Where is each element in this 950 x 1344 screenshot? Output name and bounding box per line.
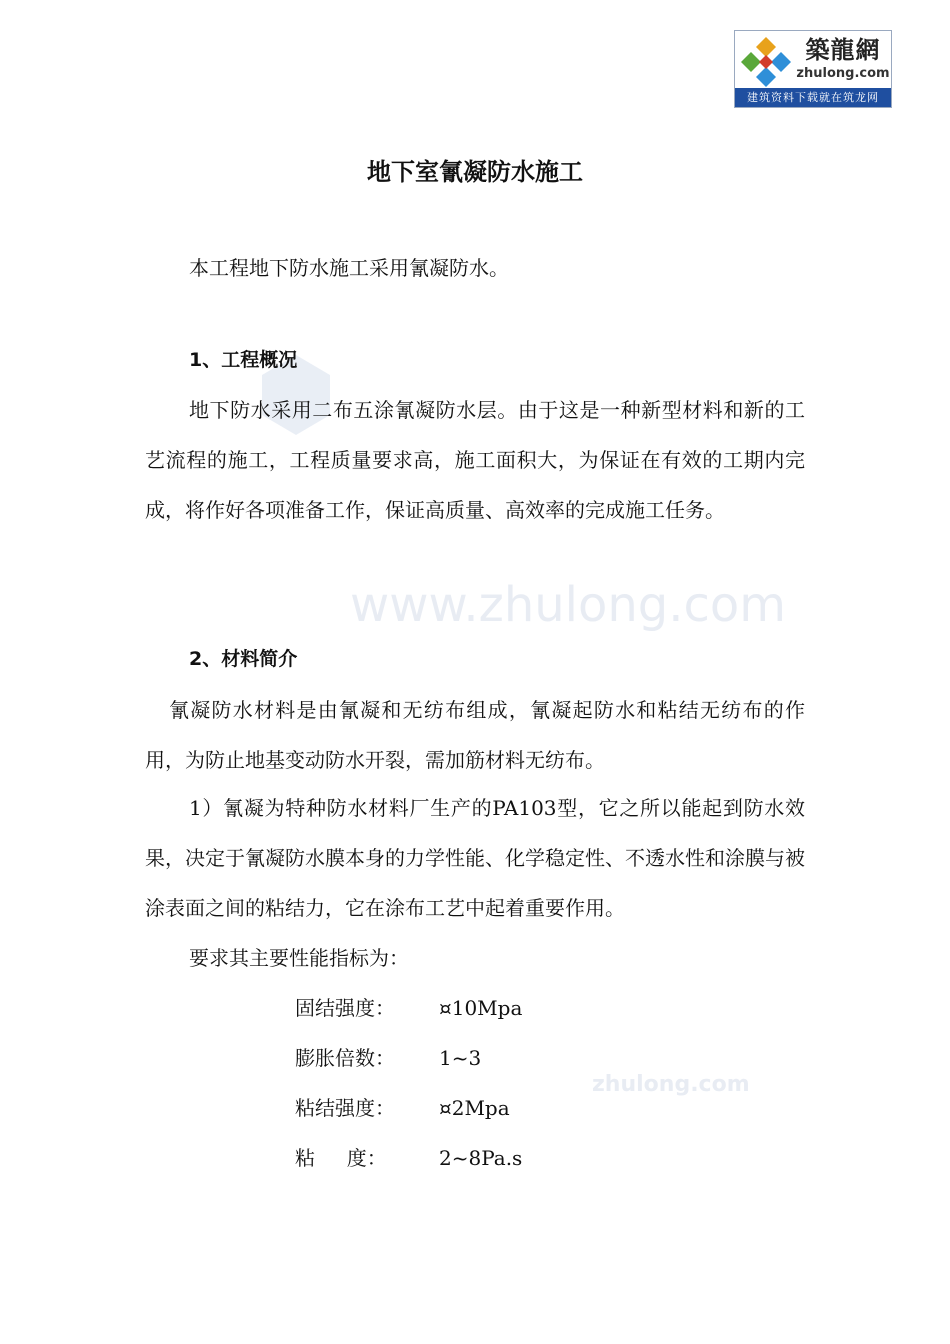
- watermark-center: www.zhulong.com: [350, 577, 787, 633]
- intro-paragraph: 本工程地下防水施工采用氰凝防水。: [189, 256, 509, 280]
- spec-row-bond-strength: [295, 1083, 695, 1133]
- spec-row-viscosity: [295, 1133, 695, 1183]
- requirements-intro: 要求其主要性能指标为：: [189, 946, 409, 970]
- spec-value: ¤10Mpa: [439, 996, 523, 1020]
- spec-label: 固结强度：: [295, 996, 395, 1020]
- logo-brand-text: 築龍網: [805, 36, 881, 64]
- logo-domain-text: zhulong.com: [796, 66, 890, 81]
- spec-value: 2~8Pa.s: [439, 1146, 523, 1170]
- spec-row-expansion: [295, 1033, 695, 1083]
- spec-label: 粘结强度：: [295, 1096, 395, 1120]
- section-1-body: 地下防水采用二布五涂氰凝防水层。由于这是一种新型材料和新的工艺流程的施工，工程质量要求高，施工面积大，为保证在有效的工期内完成，将作好各项准备工作，保证高质量、高效率的完成施工任务。: [145, 398, 805, 522]
- spec-value: 1~3: [439, 1046, 482, 1070]
- document-title: 地下室氰凝防水施工: [367, 158, 583, 186]
- section-2-item-1: 1）氰凝为特种防水材料厂生产的PA103型，它之所以能起到防水效果，决定于氰凝防水膜本身的力学性能、化学稳定性、不透水性和涂膜与被涂表面之间的粘结力，它在涂布工艺中起着重要作用。: [145, 796, 805, 920]
- zhulong-logo-icon: [739, 35, 793, 89]
- section-2-heading: 2、材料简介: [189, 648, 298, 670]
- spec-row-cure-strength: [295, 983, 695, 1033]
- section-2-body: 氰凝防水材料是由氰凝和无纺布组成，氰凝起防水和粘结无纺布的作用，为防止地基变动防水开裂，需加筋材料无纺布。: [145, 698, 805, 772]
- zhulong-logo: [734, 30, 892, 108]
- spec-label: 粘 度：: [295, 1146, 387, 1170]
- logo-slogan: 建筑资料下载就在筑龙网: [735, 88, 891, 107]
- watermark-lower: zhulong.com: [592, 1072, 750, 1097]
- section-1-heading: 1、工程概况: [189, 349, 298, 371]
- spec-label: 膨胀倍数：: [295, 1046, 395, 1070]
- spec-value: ¤2Mpa: [439, 1096, 510, 1120]
